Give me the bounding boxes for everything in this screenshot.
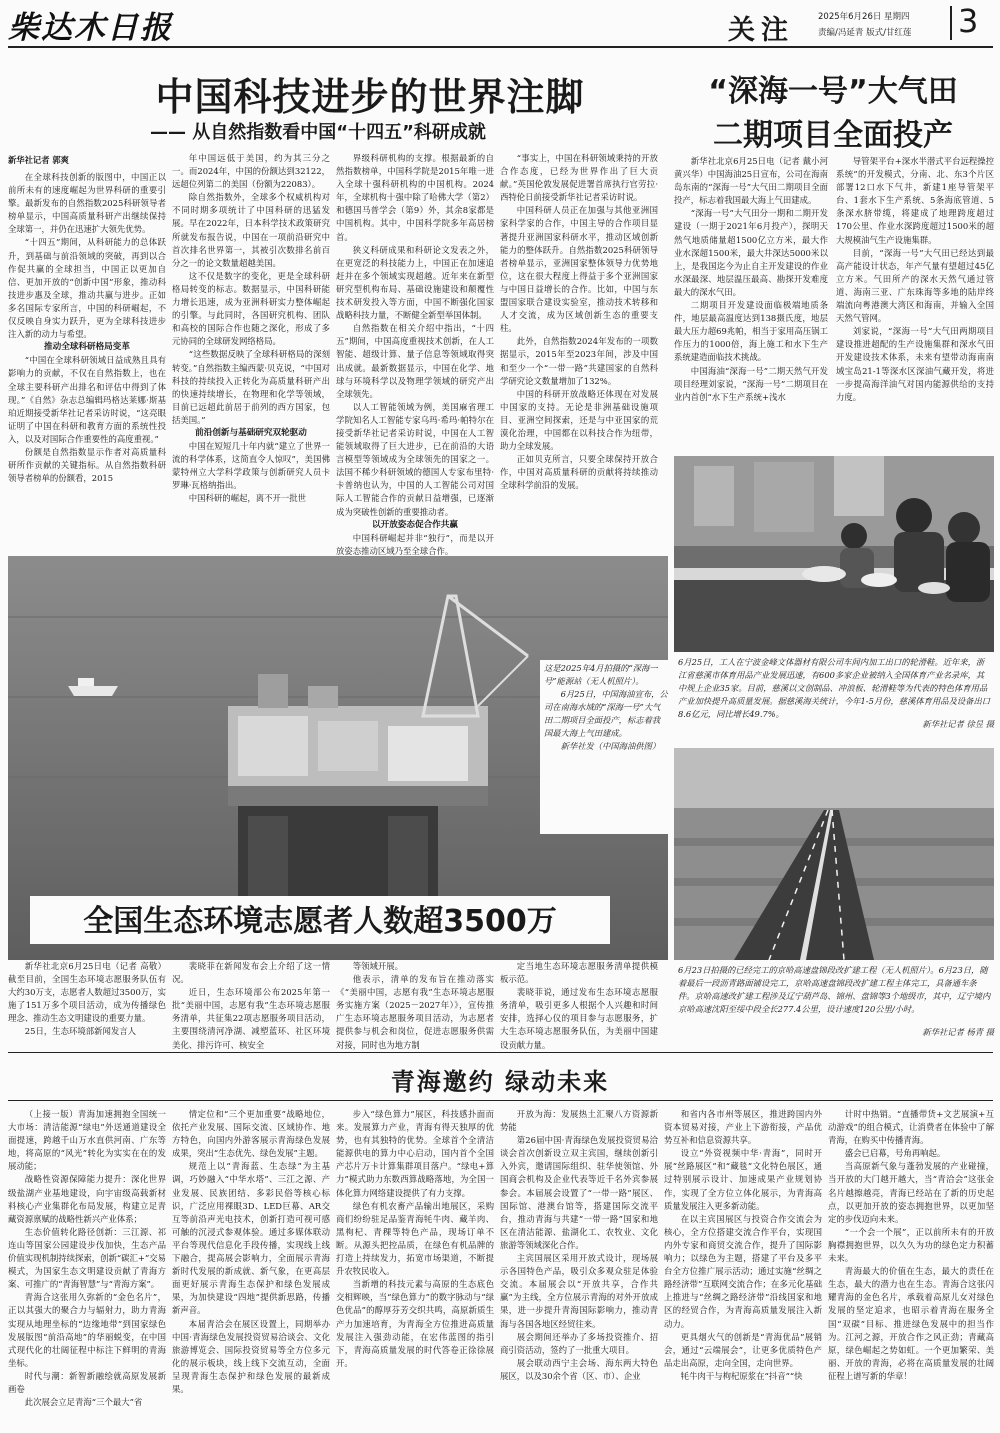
paragraph: 中国科研崛起并非“独行”，而是以开放姿态推动区域乃至全球合作。	[336, 532, 494, 556]
factory-workers-image	[674, 456, 994, 652]
photo1-caption-p2: 6月25日，中国海油宣布，公司在南海水域的“深海一号”大气田二期项目全面投产，标志着我国最大海上气田建成。	[544, 689, 668, 738]
article4-column-5	[664, 1108, 822, 1428]
paragraph: 此次展会立足青海“三个最大”省	[24, 1397, 143, 1408]
paragraph: 青海最大的价值在生态，最大的责任在生态，最大的潜力也在生态。青海合这张闪耀青海的金色名片，承载着高原儿女对绿色发展的坚定追求，也昭示着青海在服务全国“双碳”目标、推进绿色发展中的担当作为。江河之源，开放合作之风正劲；青藏高原，绿色崛起之势如虹。一个更加繁荣、美丽、开放的青海，必将在高质量发展的壮阔征程上谱写新的华章！	[828, 1266, 994, 1381]
paragraph: 青海合这张用久弥新的“金色名片”，正以其强大的聚合力与辐射力，助力青海实现从地理坐标的“边缘地带”到国家绿色发展版图“前沿高地”的华丽蜕变，在中国式现代化的壮阔征程中标注下鲜明的青海坐标。	[8, 1292, 166, 1368]
paragraph: 展会期间还举办了多场投资推介、招商引资活动，签约了一批重大项目。	[500, 1331, 658, 1355]
paragraph: 目前，“深海一号”大气田已经达到最高产能设计状态，年产气量有望超过45亿立方米。气田所产的深水天然气通过管道、海南三亚、广东珠海等多地的陆岸终端流向粤港澳大湾区和海南，并输入全国天然气管网。	[836, 247, 994, 324]
paragraph: 第26届中国·青海绿色发展投资贸易洽谈会首次创新设立双主宾国，继续创新引入外宾，邀请国际组织、驻华使领馆、外国商会机构及企业代表等近千名外宾参展参会。本届展会设置了“一带一路”展区、国际馆、港澳台馆等，搭建国际交流平台，推动青海与共建“一带一路”国家和地区在清洁能源、盐湖化工、农牧业、文化旅游等领域深化合作。	[500, 1135, 658, 1250]
photo3-caption	[678, 964, 992, 1026]
paragraph: 界级科研机构的支撑。根据最新的自然指数榜单，中国科学院是2015年唯一进入全球十强科研机构的中国机构。2024年，全球机构十强中除了哈佛大学（第2）和德国马普学会（第9）外，其余8家都是中国机构。其中，中国科学院多年高居榜首。	[336, 153, 494, 242]
paragraph: 开放为海：发展热土汇聚八方资源新势能	[500, 1109, 658, 1133]
paragraph: 25日，生态环境部新闻发言人	[24, 1026, 136, 1037]
photo2-caption	[678, 656, 992, 718]
paragraph: 以人工智能领域为例，美国麻省理工学院知名人工智能专家乌玛·希玛·帕特尔在接受新华社记者采访时说，中国在人工智能领域取得了巨大进步，已在前沿的大语言模型等领域成为全球领先的国家之一。法国不稀少科研领域的德国人专家布里特·卡普纳也认为，中国的人工智能公司对国际人工智能合作的贡献日益增强，已逐渐成为突破性创新的重要推动者。	[336, 401, 494, 517]
paragraph: “十四五”期间，从科研能力的总体跃升，到基础与前沿领域的突破，再到以合作促共赢的全球担当，中国正以更加自信、更加开放的“创新中国”形象，推动科技进步惠及全球，推动共赢与进步。正如多名国际专家所言，中国的科研崛起，不仅反映自身实力跃升，更为全球科技进步注入新的动力与希望。	[8, 237, 166, 340]
paragraph: 绿色有机农畜产品输出地展区，采购商们纷纷驻足品鉴青海牦牛肉、藏羊肉、黑枸杞、青稞等特色产品，现场订单不断。从源头把控品质，在绿色有机品牌的打造上持续发力，拓宽市场渠道，不断提升农牧民收入。	[336, 1200, 494, 1277]
article3-column-2	[172, 960, 330, 1050]
paragraph: 展会联动西宁主会场、海东两大特色展区，以及30余个省（区、市）、企业	[500, 1357, 658, 1381]
paragraph: “中国在全球科研领域日益成熟且具有影响力的贡献，不仅在自然指数上，也在全球主要科研产出排名和评估中得到了体现。”《自然》杂志总编辑玛格达莱娜·斯基珀近期接受新华社记者采访时说，“这亮眼证明了中国在科研和教育方面的系统性投入，以及对国际合作重要性的高度重视。”	[8, 355, 166, 444]
article4-column-6	[828, 1108, 994, 1428]
paragraph: 当新增的科技元素与高原的生态底色交相辉映，当“绿色算力”的数字脉动与“绿色优品”的醇厚芬芳交织共鸣，高原新质生产力加速培育，为青海全方位推进高质量发展注入强劲动能，在宏伟蓝图的指引下，青海高质量发展的时代答卷正徐徐展开。	[336, 1279, 494, 1368]
photo1-caption-p1: 这是2025年4月拍摄的“深海一号”能源站（无人机照片）。	[544, 663, 658, 686]
paragraph: 新华社北京6月25日电（记者 高敬）截至目前，全国生态环境志愿服务队伍有大约30万支，志愿者人数超过3500万，实施了151万多个项目活动，成为传播绿色理念、推动生态文明建设的重要力量。	[8, 961, 166, 1024]
article1-column-4	[500, 152, 658, 553]
highway-image	[674, 748, 994, 960]
photo2-caption-text: 6月25日，工人在宁波金峰文体器材有限公司车间内加工出口的轮滑鞋。近年来，浙江省慈溪市体育用品产业发展迅速，有600多家企业被纳入全国体育产业名录库，其中规上企业35家。目前，慈溪以文创制品、冲浪板、轮滑鞋等为代表的特色体育用品产业加快提升高质量发展。据慈溪海关统计，今年1-5月份，慈溪体育用品及设备出口8.6亿元，同比增长49.7%。	[678, 657, 991, 719]
paragraph: 中国在短短几十年内就“建立了世界一流的科学体系，这简直令人惊叹”，美国佛蒙特州立大学科学政策与创新研究人员卡罗琳·瓦格纳指出。	[172, 441, 330, 491]
paragraph: 生态价值转化路径创新：三江源、祁连山等国家公园建设步伐加快，生态产品价值实现机制持续探索，创新“碳汇+”交易模式，为国家生态文明建设贡献了青海方案、可推广的“青海智慧”与“青海方案”。	[8, 1226, 166, 1290]
article4-title-rule	[8, 1100, 993, 1101]
photo3-credit: 新华社记者 杨青 摄	[922, 1027, 994, 1037]
paragraph: 正如贝克所言，只要全球保持开放合作，中国对高质量科研的贡献将持续推动全球科学前沿的发展。	[500, 454, 658, 491]
page-number: 3	[958, 2, 979, 40]
section-subheading: 前沿创新与基础研究双轮驱动	[195, 427, 307, 438]
photo3-caption-text: 6月23日拍摄的已经完工的京哈高速盘锦段改扩建工程（无人机照片）。6月23日，随着最后一段沥青路面铺设完工，京哈高速盘锦段改扩建工程主体完工，具备通车条件。京哈高速改扩建工程涉及辽宁葫芦岛、锦州、盘锦等3个地级市，其中，辽宁境内京哈高速沈阳至绥中段全长277.4公里，设计速度120公里/小时。	[678, 965, 991, 1014]
article4-column-1	[8, 1108, 166, 1428]
paragraph: 牦牛肉干与枸杞原浆在“抖音”“快	[680, 1370, 803, 1381]
paragraph: “这些数据反映了全球科研格局的深刻转变。”自然指数主编西蒙·贝克说，“中国对科技的持续投入正转化为高质量科研产出的快速持续增长，在物理和化学等领域，目前已远超此前居于前列的西方国家，包括美国。”	[172, 349, 330, 425]
photo1-credit: 新华社发（中国海油供图）	[560, 741, 661, 751]
photo1-caption	[540, 660, 672, 834]
paragraph: 近日，生态环境部公布2025年第一批“美丽中国，志愿有我”生态环境志愿服务清单，共征集22项志愿服务项目活动，主要围绕清河净湖、减塑蓝环、社区环境美化、排污许可、核安全	[172, 987, 330, 1050]
article1-column-3	[336, 152, 494, 556]
paragraph: 裴晓菲在新闻发布会上介绍了这一情况。	[172, 961, 330, 985]
paragraph: 裴晓菲说，通过发布生态环境志愿服务清单，吸引更多人根据个人兴趣和时间安排，选择心仪的项目参与志愿服务，扩大生态环境志愿服务队伍，为美丽中国建设贡献力量。	[500, 987, 658, 1050]
paragraph: 盛会已启幕，号角再响起。	[844, 1148, 946, 1159]
photo2-credit: 新华社记者 徐昱 摄	[922, 719, 994, 729]
article2-column-2	[836, 155, 994, 455]
article4-title: 青海邀约 绿动未来	[390, 1068, 610, 1096]
masthead-rule	[8, 46, 993, 48]
photo-highway	[674, 748, 994, 960]
article2-column-1	[674, 155, 828, 455]
paragraph: 这不仅是数字的变化，更是全球科研格局转变的标志。数据显示，中国科研能力增长迅速，成为亚洲科研实力整体崛起的引擎。与此同时，各国研究机构、团队和高校的国际合作也随之深化，形成了多元协同的全球研发网络格局。	[172, 270, 330, 347]
paragraph: 战略性资源保障能力提升：深化世界级盐湖产业基地建设，向宇宙级高载新材料核心产业集群化布局发展，构建立足青藏资源禀赋的战略性新兴产业体系；	[8, 1174, 166, 1224]
article2-title-line2: 二期项目全面投产	[713, 118, 953, 153]
article2-title-line1: “深海一号”大气田	[708, 74, 958, 109]
paragraph: 等领域开展。	[352, 961, 404, 971]
paragraph: 中国科研人员正在加强与其他亚洲国家科学家的合作，中国主导的合作项目显著提升亚洲国家科研水平，推动区域创新能力的整体跃升。自然指数2025科研领导者榜单显示，亚洲国家整体领导力优势地位，这在很大程度上得益于多个亚洲国家与中国日益增长的合作。比如，中国与东盟国家联合建设实验室，推动技术转移和人才交流，成为区域创新生态的重要支柱。	[500, 205, 658, 334]
editor-credit: 责编/冯延青 版式/甘红莲	[818, 28, 912, 38]
paragraph: 年中国远低于美国，约为其三分之一。而2024年，中国的份额达到32122，远超位列第二的美国（份额为22083）。	[172, 153, 330, 190]
paragraph: 本届青洽会在展区设置上，同期举办中国·青海绿色发展投资贸易洽谈会、文化旅游博览会、国际投资贸易等全方位多元化的展示板块，线上线下交流互动，全面呈现青海生态保护和绿色发展的最新成果。	[172, 1318, 330, 1394]
paragraph: 导管架平台+深水半潜式平台远程操控系统”的开发模式，分南、北、东3个片区部署12口水下气井，新建1座导管架平台、1套水下生产系统、5条海底管道、5条深水脐带缆，将建成了地理跨度超过170公里、作业水深跨度超过1500米的超大规模油气生产设施集群。	[836, 156, 994, 245]
section-subheading: 推动全球科研格局变革	[44, 342, 130, 353]
paragraph: 定当地生态环境志愿服务清单提供模板示范。	[500, 961, 658, 985]
paragraph: 自然指数在相关介绍中指出，“十四五”期间，中国高度重视技术创新，在人工智能、超级计算、量子信息等领域取得突出成就。最新数据显示，中国在化学、地球与环境科学以及物理学领域的研究产出全球领先。	[336, 323, 494, 399]
paragraph: 设立“外资视频中华·青海”，同时开展“丝路展区”和“藏毯”文化特色展区，通过特别展示设计、加速成果产业规划协作，实现了全方位立体化展示，为青海高质量发展注入更多新动能。	[664, 1148, 822, 1211]
article3-column-1	[8, 960, 166, 1044]
paragraph: 新华社北京6月25日电（记者 戴小河 黄兴华）中国海油25日宣布，公司在海南岛东南的“深海一号”大气田二期项目全面投产，标志着我国最大海上气田建成。	[674, 156, 828, 206]
article1-column-2	[172, 152, 330, 553]
masthead	[0, 0, 1000, 48]
paragraph: 除自然指数外，全球多个权威机构对不同时期多项统计了中国科研的迅猛发展。早在2022年，日本科学技术政策研究所就发布报告说，中国在一项前沿研究中首次排名世界第一，其被引次数排名前百分之一的论文数量超越美国。	[172, 192, 330, 268]
paragraph: 当高原新气象与蓬勃发展的产业碰撞，当开放的大门越开越大，当“青洽会”这张金名片越擦越亮，青海已经站在了新的历史起点，以更加开放的姿态拥抱世界，以更加坚定的步伐迈向未来。	[828, 1161, 994, 1224]
photo-factory-workers	[674, 456, 994, 652]
section-title: 关注	[728, 15, 794, 46]
paragraph: 刘家说，“深海一号”大气田两期项目建设推进超配的生产设施集群和深水气田开发建设技术体系，未来有望带动海南南域宝岛21-1等深水区深油气藏开发，将进一步提高海洋油气对国内能源供给的支持力度。	[836, 326, 994, 402]
paper-name-logo: 柴达木日报	[8, 10, 173, 46]
article3-title: 全国生态环境志愿者人数超3500万	[30, 896, 610, 944]
paragraph: 中国的科研开放战略还体现在对发展中国家的支持。无论是非洲基础设施项目、亚洲空间探索，还是与中亚国家的荒漠化治理，中国都在以科技合作为纽带，助力全球发展。	[500, 388, 658, 452]
article3-column-3	[336, 960, 494, 1050]
paragraph: 他表示，清单的发布旨在推动落实《“美丽中国，志愿有我”生态环境志愿服务实施方案（2025－2027年）》，宣传推广生态环境志愿服务项目活动，为志愿者提供参与机会和岗位，促进志愿服务供需对接，同时也为地方制	[336, 974, 494, 1050]
article4-top-rule	[8, 1052, 993, 1053]
article1-title: 中国科技进步的世界注脚	[155, 75, 585, 119]
paragraph: 份额是自然指数显示作者对高质量科研所作贡献的关键指标。从自然指数科研领导者榜单的份额看，2015	[8, 446, 166, 484]
section-subheading: 以开放姿态促合作共赢	[372, 519, 458, 530]
paragraph: 时代与潮：新智新融绘就高原发展新画卷	[8, 1370, 166, 1394]
paragraph: 在全球科技创新的版图中，中国正以前所未有的速度崛起为世界科研的重要引擎。最新发布的自然指数2025科研领导者榜单显示，中国高质量科研产出继续保持全球第一，并仍在迅速扩大领先优势。	[8, 172, 166, 235]
article4-column-4	[500, 1108, 658, 1428]
paragraph: 在以主宾国展区与投资合作交流会为核心，全方位搭建交流合作平台，实现国内外专家和商贸交流合作，提升了国际影响力；以绿色为主题，搭建了平台及多平台全方位推广展示活动；通过实施“丝绸之路经济带”互联网交流合作；在多元化基础上推进与“丝绸之路经济带”沿线国家和地区的经贸合作，为青海高质量发展注入新动力。	[664, 1213, 822, 1329]
article4-column-3	[336, 1108, 494, 1428]
article1-subtitle: —— 从自然指数看中国“十四五”科研成就	[150, 122, 486, 143]
paragraph: 中国海油“深海一号”二期天然气开发项目经理刘家说，“深海一号”二期项目在业内首创“水下生产系统+浅水	[674, 365, 828, 402]
issue-date: 2025年6月26日 星期四	[818, 12, 910, 22]
paragraph: 规范上以“青海蓝、生态绿”为主基调，巧妙融入“中华水塔”、三江之源、产业发展、民族团结、多彩民俗等核心标识，广泛应用裸眼3D、LED巨幕、AR交互等前沿声光电技术，创新打造可视可感可触的沉浸式参观体验。通过多媒体联动平台等现代信息化手段传播，实现线上线下融合，提高展会影响力，全面展示青海新时代发展的新成就、新气象，在更高层面更好展示青海生态保护和绿色发展成果，为加快建设“四地”提供新思路，传播新声音。	[172, 1161, 330, 1316]
paragraph: 更具烟火气的创新是“青海优品”展销会，通过“云端展会”，让更多优质特色产品走出高原，走向全国，走向世界。	[664, 1331, 822, 1368]
paragraph: “事实上，中国在科研领域秉持的开放合作态度，已经为世界作出了巨大贡献。”英国伦敦发展促进署首席执行官劳拉·西特伦日前接受新华社记者采访时说。	[500, 153, 658, 203]
page-divider	[950, 6, 952, 40]
article1-byline: 新华社记者 郭爽	[8, 155, 69, 165]
article3-column-4	[500, 960, 658, 1050]
paragraph: 计时中热销。“直播带货+文艺展演+互动游戏”的组合模式，让消费者在体验中了解青海，在购买中传播青海。	[828, 1109, 994, 1146]
paragraph: （上接一版）青海加速拥抱全国统一大市场：清洁能源“绿电”外送通道建设全面提速，跨越千山万水直供河南、广东等地，将高原的“风光”转化为实实在在的发展动能；	[8, 1109, 166, 1172]
paragraph: 和省内各市州等展区，推进跨国内外资本贸易对接，产业上下游衔接，产品优势互补和信息资源共享。	[664, 1109, 822, 1146]
paragraph: 情定位和“三个更加重要”战略地位，依托产业发展、国际交流、区域协作、地方特色，向国内外游客展示青海绿色发展成果，突出“生态优先、绿色发展”主题。	[172, 1109, 330, 1159]
paragraph: 步入“绿色算力”展区，科技感扑面而来。发展算力产业，青海有得天独厚的优势，也有其独特的优势。全球首个全清洁能源供电的算力中心启动，国内首个全国产芯片万卡计算集群项目落户。“绿电+算力”模式助力东数西算战略落地，为全国一体化算力网络建设提供了有力支撑。	[336, 1109, 494, 1198]
paragraph: 二期项目开发建设面临极端地质条件，地层最高温度达到138摄氏度，地层最大压力超69兆帕，相当于家用高压锅工作压力的1000倍，海上施工和水下生产系统建造面临技术挑战。	[674, 300, 828, 363]
paragraph: “深海一号”大气田分一期和二期开发建设（一期于2021年6月投产），探明天然气地质储量超1500亿立方米，最大作业水深超1500米，最大井深达5000米以上，是我国迄今为止自主开发建设的作业水深最深、地层温压最高、勘探开发难度最大的深水气田。	[674, 208, 828, 297]
paragraph: 此外，自然指数2024年发布的一项数据显示，2015年至2023年间，涉及中国和至少一个“一带一路”共建国家的自然科学研究论文数量增加了132%。	[500, 336, 658, 386]
paragraph: 狭义科研成果和科研论文发表之外，在更宽泛的科技能力上，中国正在加速追赶并在多个领域实现超越。近年来在新型研究型机构布局、基础设施建设和颠覆性技术研发投入等方面，中国不断强化国家战略科技力量，不断健全新型举国体制。	[336, 244, 494, 321]
article1-column-1	[8, 171, 166, 553]
paragraph: “一个会一个展”，正以前所未有的开放胸襟拥抱世界，以久久为功的绿色定力积蓄未来。	[828, 1226, 994, 1264]
paragraph: 中国科研的崛起，离不开一批世	[188, 493, 307, 504]
article4-column-2	[172, 1108, 330, 1428]
paragraph: 主宾国展区采用开放式设计，现场展示各国特色产品，吸引众多观众驻足体验交流。本届展会以“开放共享，合作共赢”为主线，全方位展示青海的对外开放成果，进一步提升青海国际影响力，推动青海与各国各地区经贸往来。	[500, 1253, 658, 1329]
